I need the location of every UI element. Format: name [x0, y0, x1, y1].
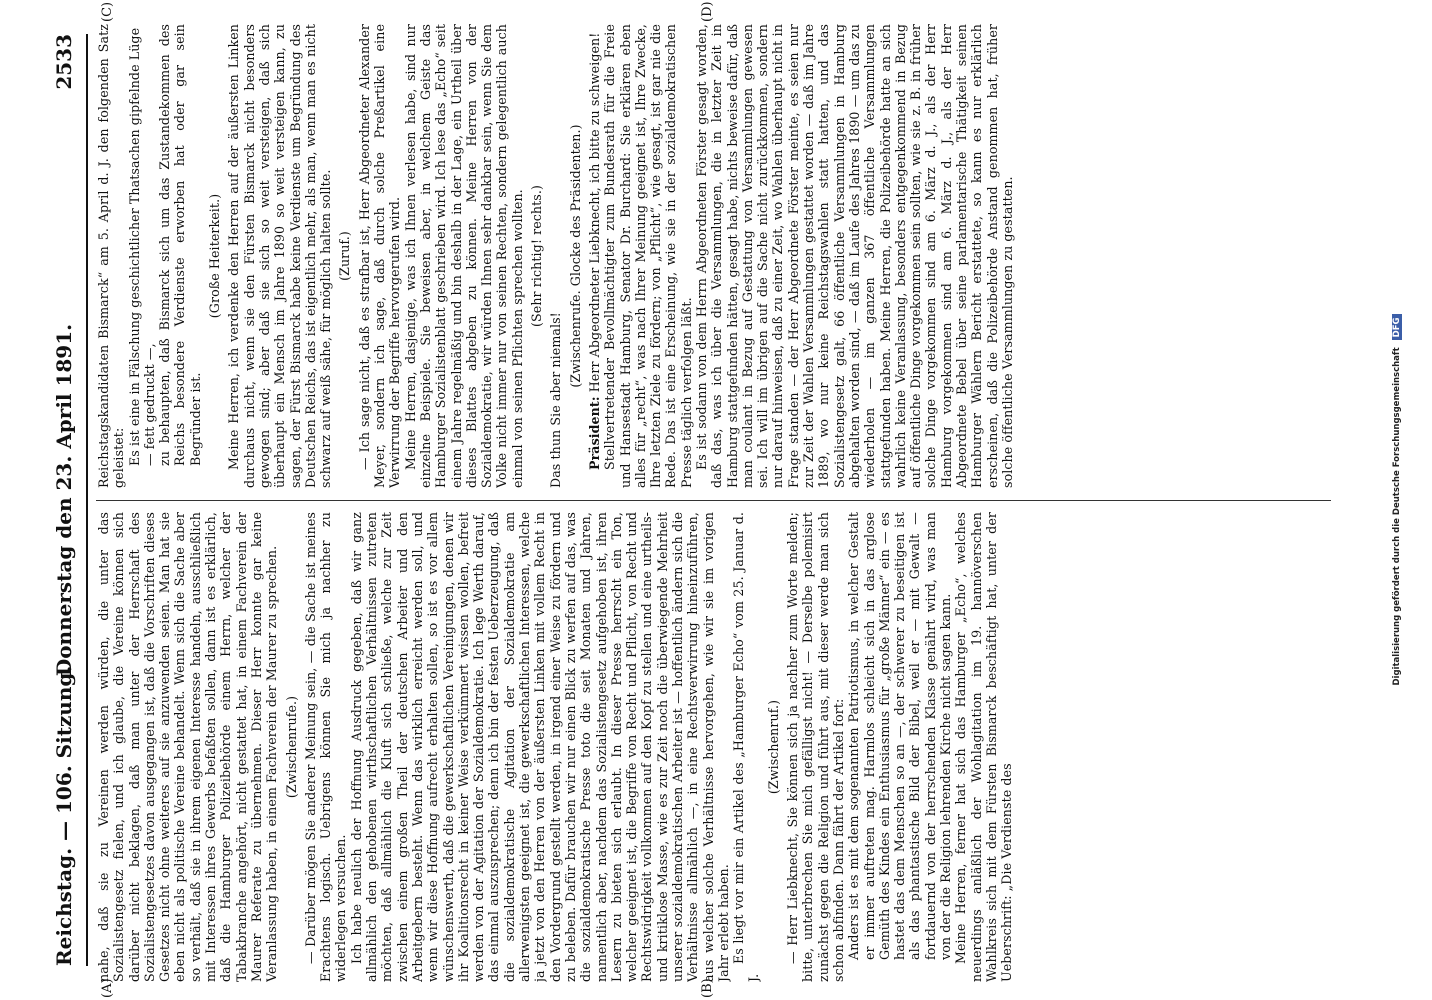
page-number: 2533 — [52, 34, 76, 90]
body-paragraph: Meine Herren, dasjenige, was ich Ihnen verlesen habe, sind nur einzelne Beispiele. Sie beweisen aber, in welchem Geiste das Hamburger Sozialistenblatt geschrieben wird. Ich lese das „Echo“ seit einem Jahre regelmäßig und bin deshalb in der Lage, ein Urtheil über dieses Blattes abgeben zu können. Meine Herren von der Sozialdemokratie, wir würden Ihnen sehr dankbar sein, wenn Sie dem Volke nicht immer nur von seinen Rechten, sondern gelegentlich auch einmal von seinen Pflichten sprechen wollten. — [402, 24, 525, 488]
interjection: (Zuruf.) — [337, 231, 353, 281]
margin-mark-b: (B) — [700, 978, 715, 998]
running-header — [52, 34, 86, 966]
interjection: (Sehr richtig! rechts.) — [529, 185, 545, 327]
speaker-name: Präsident: — [586, 396, 602, 470]
column-divider — [96, 500, 1331, 501]
quoted-passage: Anders ist es mit dem sogenannten Patriotismus, in welcher Gestalt er immer auftreten mag. Harmlos schleicht sich in das arglose Gemüth des Kindes ein Enthusiasmus für „große Männer“ ein — es hastet das dem Menschen so an —, der schwerer zu beseitigen ist als das phantastische Bild der Bibel, weil er — mit Gewalt — fortdauernd von der herrschenden Klasse genährt wird, was man von der die Religion lehrenden Kirche nicht sagen kann. — [846, 512, 954, 960]
body-paragraph: Reichstagskandidaten Bismarck“ am 5. April d. J. den folgenden Satz geleistet: — [96, 24, 127, 488]
header-rule — [86, 34, 88, 966]
header-left: Reichstag. — 106. Sitzung. — [52, 665, 76, 966]
margin-mark-c: (C) — [100, 1, 115, 22]
speech-text: Herr Abgeordneter Liebknecht, ich bitte zu schweigen! — [586, 32, 602, 397]
body-paragraph: — Herr Liebknecht, Sie können sich ja nachher zum Worte melden; bitte, unterbrechen Sie mich gefälligst nicht! — Derselbe polemisirt zunächst gegen die Religion und führt aus, mit dieser werde man sich schon abfinden. Dann fährt der Artikel fort: — [785, 512, 846, 982]
body-paragraph: nahe, daß sie zu Vereinen werden würden, die unter das Sozialistengesetz fielen, und ich glaube, die Vereine können sich darüber nicht beklagen, daß man unter der Herrschaft des Sozialistengesetzes davon ausgegangen ist, daß die Vorschriften dieses Gesetzes nicht ohne weiteres auf sie anzuwenden seien. Man hat sie eben nicht als politische Vereine behandelt. Wenn sich die Sache aber so verhält, daß sie in ihrem eigenen Interesse handeln, ausschließlich mit Interessen ihres Gewerbs befaßten sollen, dann ist es erklärlich, daß die Hamburger Polizeibehörde einem Herrn, welcher der Tabakbranche angehört, nicht gestattet hat, in einem Fachverein der Maurer Referate zu übernehmen. Dieser Herr konnte gar keine Veranlassung haben, in einem Fachverein der Maurer zu sprechen. — [96, 512, 280, 982]
body-paragraph: Ich habe neulich der Hoffnung Ausdruck gegeben, daß wir ganz allmählich den gehobenen wirthschaftlichen Verhältnissen zutreten möchten, daß allmählich die Kluft sich schließe, welche zur Zeit zwischen einem großen Theil der deutschen Arbeiter und den Arbeitgebern besteht. Wenn das wirklich erreicht werden soll, und wenn wir diese Hoffnung aufrecht erhalten sollen, so ist es vor allem wünschenswerth, daß die gewerkschaftlichen Vereinigungen, denen wir ihr Koalitionsrecht in keiner Weise verkümmert wissen wollen, befreit werden von der Agitation der Sozialdemokratie. Ich lege Werth darauf, das einmal auszusprechen; denn ich bin der festen Ueberzeugung, daß die sozialdemokratische Agitation der Sozialdemokratie am allerwenigsten geeignet ist, die gewerkschaftlichen Interessen, welche ja jetzt von den Herren von der äußersten Linken mit vollem Recht in den Vordergrund gestellt werden, in irgend einer Weise zu fördern und zu beleben. Dafür brauchen wir nur einen Blick zu werfen auf das, was die sozialdemokratische Presse toto die seit Monaten und Jahren, namentlich aber, nachdem das Sozialistengesetz aufgehoben ist, ihren Lesern zu bieten sich erlaubt. In dieser Presse herrscht ein Ton, welcher geeignet ist, die Begriffe von Recht und Pflicht, von Recht und Rechtswidrigkeit vollkommen auf den Kopf zu stellen und eine urtheils- und kritiklose Masse, wie es zur Zeit noch die überwiegende Mehrheit unserer sozialdemokratischen Arbeiter ist — hoffentlich ändern sich die Verhältnisse allmählich —, in eine Rechtsverwirrung hineinzuführen, aus welcher solche Verhältnisse hervorgehen, wie wir sie im vorigen Jahr erlebt haben. — [348, 512, 731, 982]
body-paragraph: Meine Herren, ferner hat sich das Hamburger „Echo“, welches neuerdings anläßlich der Wohlagitation im 19. hannöverschen Wahlkreis sich mit dem Fürsten Bismarck beschäftigt hat, unter der Ueberschrift: „Die Verdienste des — [953, 512, 1015, 982]
left-column — [96, 512, 1331, 982]
body-paragraph: Es ist sodann von dem Herrn Abgeordneten Förster gesagt worden, daß das, was ich über die Versammlungen, die in letzter Zeit in Hamburg stattgefunden hätten, gesagt habe, nichts beweise dafür, daß man coulant in Bezug auf Gestattung von Versammlungen gewesen sei. Ich will im übrigen auf die Sache nicht zurückkommen, sondern nur darauf hinweisen, daß zu einer Zeit, wo Wahlen überhaupt nicht in Frage standen — der Herr Abgeordnete Förster meinte, es seien nur zur Zeit der Wahlen Versammlungen gestattet worden — daß im Jahre 1889, wo nur keine Reichstagswahlen statt hatten, und das Sozialistengesetz galt, 66 öffentliche Versammlungen in Hamburg abgehalten worden sind, — daß im Laufe des Jahres 1890 — um das zu wiederholen — im ganzen 367 öffentliche Versammlungen stattgefunden haben. Meine Herren, die Polizeibehörde hatte an sich wahrlich keine Veranlassung, besonders entgegenkommend in Bezug auf öffentliche Dinge vorgekommen sein sollten, wie sie z. B. in früher solche Dinge vorgekommen sind am 6. März d. J., als der Herr Hamburg vorgekommen sind am 6. März d. J., als der Herr Abgeordnete Bebel über seine parlamentarische Thätigkeit seinen Hamburger Wählern Bericht erstattete, so kann es nur erklärlich erscheinen, daß die Polizeibehörde Anstand genommen hat, früher solche öffentliche Versammlungen zu gestatten. — [693, 24, 1015, 488]
speaker-paragraph — [587, 24, 602, 488]
body-paragraph: — fett gedruckt —, — [141, 343, 157, 466]
margin-mark-d: (D) — [700, 1, 715, 22]
interjection: (Große Heiterkeit.) — [207, 193, 223, 319]
margin-mark-a: (A) — [100, 978, 115, 998]
speech-text: Stellvertretender Bevollmächtigter zum Bundesrath für die Freie und Hansestadt Hamburg, Senator Dr. Burchard: Sie erklären eben alles für „recht“, was nach Ihrer Meinung geeignet ist, Ihre Zwecke, Ihre letzten Ziele zu fördern; von „Pflicht“, wie gesagt, ist gar nie die Rede. Das ist eine Erscheinung, wie sie in der sozialdemokratischen Presse täglich verfolgen läßt. — [602, 24, 694, 488]
digitization-credit — [1392, 0, 1402, 1000]
body-paragraph: Das thun Sie aber niemals! — [548, 312, 564, 488]
quoted-passage: zu behaupten, daß Bismarck sich um das Zustandekommen des Reichs besondere Verdienste erworben hat oder gar sein Begründer ist. — [157, 24, 203, 466]
interjection: (Zwischenruf.) — [765, 699, 781, 795]
interjection: (Zwischenrufe.) — [283, 695, 299, 799]
body-paragraph: Es liegt vor mir ein Artikel des „Hamburger Echo“ vom 25. Januar d. J. — [731, 512, 762, 982]
interjection: (Zwischenrufe. Glocke des Präsidenten.) — [567, 124, 583, 388]
quoted-passage: Es ist eine in Fälschung geschichtlicher Thatsachen gipfelnde Lüge — [126, 27, 142, 466]
body-paragraph: — Ich sage nicht, daß es strafbar ist, Herr Abgeordneter Alexander Meyer, sondern ich sage, daß durch solche Preßartikel eine Verwirrung der Begriffe hervorgerufen wird. — [356, 24, 403, 488]
speaker-paragraph — [602, 24, 694, 488]
dfg-logo: DFG — [1392, 315, 1402, 341]
header-center: Donnerstag den 23. April 1891. — [52, 323, 76, 677]
body-paragraph: — Darüber mögen Sie anderer Meinung sein, — die Sache ist meines Erachtens logisch. Uebrigens können Sie mich ja nachher zu widerlegen versuchen. — [302, 512, 349, 982]
right-column — [96, 24, 1331, 488]
credit-text: Digitalisierung gefördert durch die Deutsche Forschungsgemeinschaft — [1392, 347, 1402, 686]
body-paragraph: Meine Herren, ich verdenke den Herren auf der äußersten Linken durchaus nicht, wenn sie den Fürsten Bismarck nicht besonders gewogen sind; aber daß sie sich so weit versteigen, daß sich überhaupt ein Mensch im Jahre 1890 so weit versteigen kann, zu sagen, der Fürst Bismarck habe keine Verdienste um Begründung des Deutschen Reichs, das ist eigentlich mehr, als man, wenn man es nicht schwarz auf weiß sähe, für möglich halten sollte. — [226, 24, 334, 488]
